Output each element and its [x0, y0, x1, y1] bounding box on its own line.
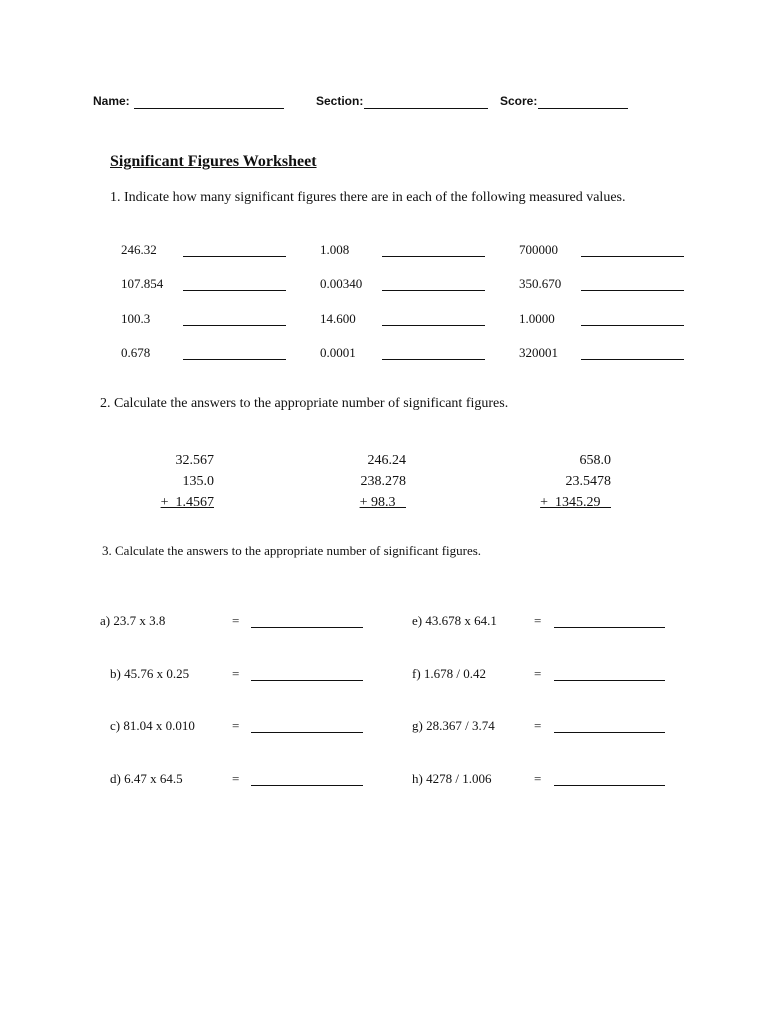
q1-answer-blank[interactable]	[382, 359, 485, 360]
q1-answer-blank[interactable]	[581, 325, 684, 326]
q1-value: 320001	[519, 345, 558, 360]
q1-value: 100.3	[121, 311, 151, 326]
q3-problem: a) 23.7 x 3.8	[100, 613, 166, 628]
q1-value: 700000	[519, 242, 558, 257]
equals-sign: =	[232, 613, 240, 628]
name-field[interactable]	[134, 108, 284, 109]
addend: 1345.29	[555, 495, 601, 510]
q3-answer-blank[interactable]	[554, 732, 665, 733]
q3-problem: g) 28.367 / 3.74	[412, 718, 495, 733]
plus-sign: +	[359, 495, 368, 510]
addition-problem	[520, 450, 611, 513]
addend: 23.5478	[565, 474, 611, 489]
q3-answer-blank[interactable]	[554, 680, 665, 681]
q1-value: 246.32	[121, 242, 157, 257]
q1-answer-blank[interactable]	[581, 290, 684, 291]
q1-answer-blank[interactable]	[581, 256, 684, 257]
q1-value: 0.00340	[320, 276, 363, 291]
q1-answer-blank[interactable]	[183, 325, 286, 326]
addend: 658.0	[579, 453, 611, 468]
equals-sign: =	[534, 666, 542, 681]
section-label: Section:	[316, 94, 364, 108]
q1-answer-blank[interactable]	[382, 290, 485, 291]
addend: 135.0	[182, 474, 214, 489]
q3-problem: e) 43.678 x 64.1	[412, 613, 497, 628]
q1-value: 14.600	[320, 311, 356, 326]
q1-value: 350.670	[519, 276, 562, 291]
q1-value: 1.0000	[519, 311, 555, 326]
equals-sign: =	[232, 666, 240, 681]
q1-value: 1.008	[320, 242, 350, 257]
plus-sign: +	[160, 495, 169, 510]
q3-problem: b) 45.76 x 0.25	[110, 666, 190, 681]
q3-problem: h) 4278 / 1.006	[412, 771, 492, 786]
q1-value: 0.0001	[320, 345, 356, 360]
q1-value: 0.678	[121, 345, 151, 360]
name-label: Name:	[93, 94, 130, 108]
q3-answer-blank[interactable]	[251, 680, 363, 681]
equals-sign: =	[232, 718, 240, 733]
question-3-prompt: 3. Calculate the answers to the appropriate number of significant figures.	[102, 543, 482, 558]
equals-sign: =	[232, 771, 240, 786]
q1-answer-blank[interactable]	[183, 256, 286, 257]
last-addend-line	[150, 492, 214, 513]
question-2-prompt: 2. Calculate the answers to the appropriate number of significant figures.	[100, 396, 509, 411]
q1-answer-blank[interactable]	[382, 256, 485, 257]
q3-problem: d) 6.47 x 64.5	[110, 771, 183, 786]
addend: 238.278	[360, 474, 406, 489]
q3-answer-blank[interactable]	[554, 627, 665, 628]
q3-answer-blank[interactable]	[251, 785, 363, 786]
q1-answer-blank[interactable]	[183, 290, 286, 291]
q1-answer-blank[interactable]	[581, 359, 684, 360]
last-addend-line	[520, 492, 611, 513]
worksheet-title: Significant Figures Worksheet	[110, 153, 317, 170]
last-addend-line	[348, 492, 406, 513]
q3-problem: f) 1.678 / 0.42	[412, 666, 487, 681]
score-label: Score:	[500, 94, 538, 108]
plus-sign: +	[540, 495, 548, 510]
addend: 1.4567	[175, 495, 214, 510]
section-field[interactable]	[364, 108, 488, 109]
addend: 246.24	[367, 453, 406, 468]
addend: 98.3	[371, 495, 396, 510]
q1-value: 107.854	[121, 276, 164, 291]
q1-answer-blank[interactable]	[183, 359, 286, 360]
addition-problem	[348, 450, 406, 513]
q3-answer-blank[interactable]	[554, 785, 665, 786]
q3-answer-blank[interactable]	[251, 732, 363, 733]
score-field[interactable]	[538, 108, 628, 109]
q3-problem: c) 81.04 x 0.010	[110, 718, 195, 733]
addition-problem	[150, 450, 214, 513]
addend: 32.567	[175, 453, 214, 468]
q3-answer-blank[interactable]	[251, 627, 363, 628]
equals-sign: =	[534, 613, 542, 628]
q1-answer-blank[interactable]	[382, 325, 485, 326]
question-1-prompt: 1. Indicate how many significant figures there are in each of the following measured values.	[110, 190, 626, 205]
equals-sign: =	[534, 718, 542, 733]
equals-sign: =	[534, 771, 542, 786]
